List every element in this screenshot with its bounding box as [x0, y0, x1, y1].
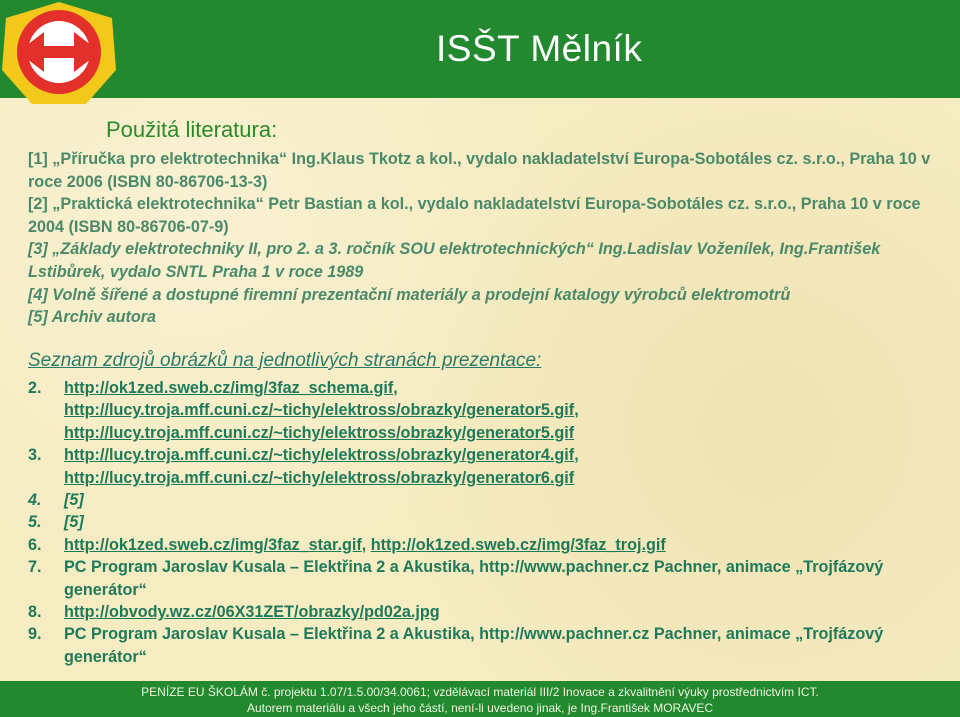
source-link[interactable]: http://ok1zed.sweb.cz/img/3faz_schema.gif — [64, 379, 394, 397]
source-item: 7. PC Program Jaroslav Kusala – Elektřina 2 a Akustika, http://www.pachner.cz Pachner, animace „Trojfázový generátor“ — [28, 558, 884, 599]
source-item: 6. http://ok1zed.sweb.cz/img/3faz_star.gif, http://ok1zed.sweb.cz/img/3faz_troj.gif — [28, 535, 666, 554]
source-item: 5. [5] — [28, 513, 84, 532]
sources-title: Seznam zdrojů obrázků na jednotlivých stranách prezentace: — [28, 350, 542, 371]
footer-project-text: PENÍZE EU ŠKOLÁM č. projektu 1.07/1.5.00/34.0061; vzdělávací materiál III/2 Inovace a zkvalitnění výuky prostřednictvím ICT. — [141, 685, 819, 699]
source-item: 9. PC Program Jaroslav Kusala – Elektřina 2 a Akustika, http://www.pachner.cz Pachner, animace „Trojfázový generátor“ — [28, 625, 884, 666]
source-link[interactable]: http://lucy.troja.mff.cuni.cz/~tichy/elektross/obrazky/generator4.gif — [64, 446, 575, 465]
page-title: ISŠT Mělník — [436, 28, 643, 69]
source-link[interactable]: http://ok1zed.sweb.cz/img/3faz_troj.gif — [370, 535, 666, 554]
footer-author-text: Autorem materiálu a všech jeho částí, není-li uvedeno jinak, je Ing.František MORAVEC — [247, 701, 713, 715]
sources-list — [28, 377, 943, 668]
source-link[interactable]: http://ok1zed.sweb.cz/img/3faz_star.gif — [64, 535, 362, 554]
references-list — [28, 148, 943, 329]
source-item: 8. http://obvody.wz.cz/06X31ZET/obrazky/pd02a.jpg — [28, 603, 440, 622]
source-item: 4. [5] — [28, 491, 84, 510]
reference-item: [3] „Základy elektrotechniky II, pro 2. a 3. ročník SOU elektrotechnických“ Ing.Ladislav Voženílek, Ing.František Lstibůrek, vydalo SNTL Praha 1 v roce 1989 — [28, 240, 881, 281]
source-item: 2. http://ok1zed.sweb.cz/img/3faz_schema.gif, http://lucy.troja.mff.cuni.cz/~tichy/elektross/obrazky/generator5.gif, http://lucy.troja.mff.cuni.cz/~tichy/elektross/obrazky/generator5.gif — [28, 379, 579, 442]
section-title: Použitá literatura: — [106, 117, 278, 142]
source-link[interactable]: http://lucy.troja.mff.cuni.cz/~tichy/elektross/obrazky/generator5.gif — [64, 401, 575, 420]
reference-item: [5] Archiv autora — [28, 308, 157, 327]
source-item: 3. http://lucy.troja.mff.cuni.cz/~tichy/elektross/obrazky/generator4.gif, http://lucy.troja.mff.cuni.cz/~tichy/elektross/obrazky/generator6.gif — [28, 446, 579, 487]
footer-bar — [0, 681, 960, 717]
reference-item: [1] „Příručka pro elektrotechnika“ Ing.Klaus Tkotz a kol., vydalo nakladatelství Europa-Sobotáles cz. s.r.o., Praha 10 v roce 2006 (ISBN 80-86706-13-3) — [28, 150, 931, 191]
school-logo-icon — [0, 0, 118, 108]
reference-item: [2] „Praktická elektrotechnika“ Petr Bastian a kol., vydalo nakladatelství Europa-Sobotáles cz. s.r.o., Praha 10 v roce 2004 (ISBN 80-86706-07-9) — [28, 195, 921, 236]
reference-item: [4] Volně šířené a dostupné firemní prezentační materiály a prodejní katalogy výrobců elektromotrů — [28, 285, 791, 304]
source-link[interactable]: http://obvody.wz.cz/06X31ZET/obrazky/pd02a.jpg — [64, 603, 440, 622]
source-link[interactable]: http://lucy.troja.mff.cuni.cz/~tichy/elektross/obrazky/generator6.gif — [64, 468, 575, 487]
source-link[interactable]: http://lucy.troja.mff.cuni.cz/~tichy/elektross/obrazky/generator5.gif — [64, 423, 575, 442]
